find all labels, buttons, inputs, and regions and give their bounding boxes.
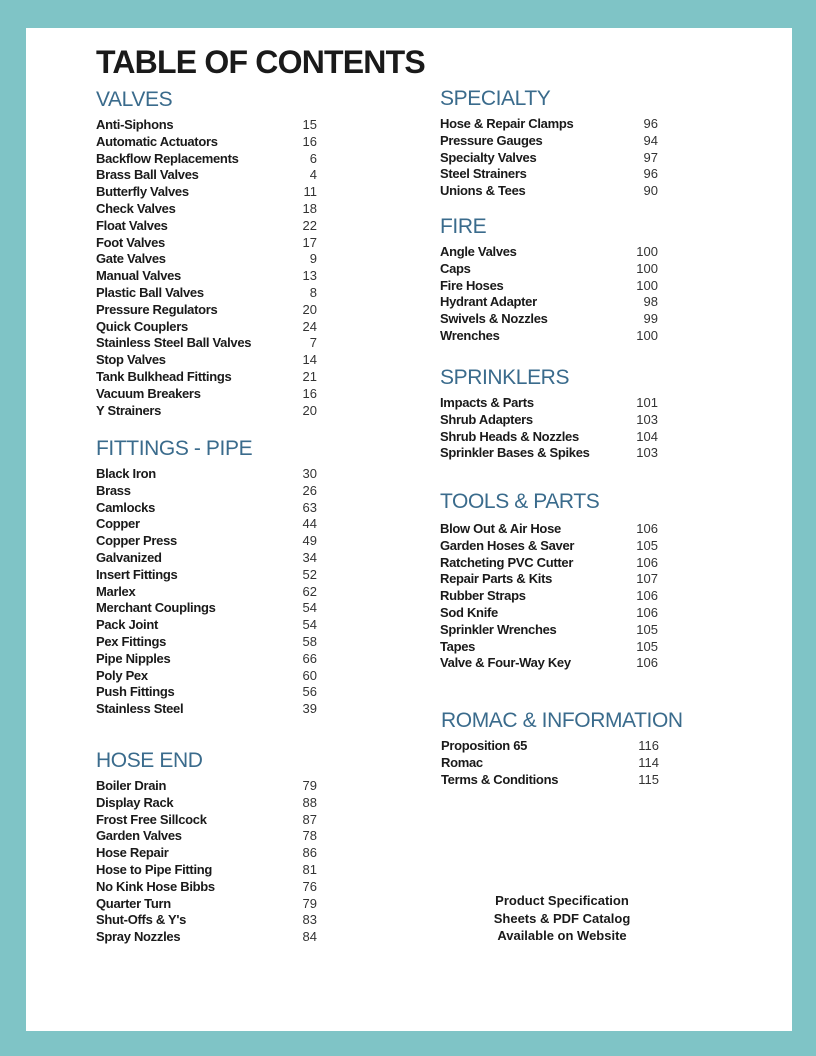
entry-page-number: 114: [638, 754, 659, 770]
entry-page-number: 13: [302, 268, 317, 284]
entry-name: Poly Pex: [96, 667, 148, 683]
toc-entry: [440, 133, 658, 150]
toc-entry: [96, 684, 317, 701]
toc-entry: [440, 571, 658, 588]
entry-page-number: 87: [302, 811, 317, 827]
entry-page-number: 101: [636, 395, 658, 410]
section-heading: VALVES: [96, 88, 173, 111]
entry-name: Angle Valves: [440, 244, 517, 259]
toc-entry: [96, 778, 317, 795]
toc-entry: [440, 328, 658, 345]
entry-page-number: 30: [302, 466, 317, 481]
toc-entry: [96, 386, 317, 403]
section-romac-information: [441, 707, 683, 788]
entry-page-number: 100: [636, 260, 658, 276]
toc-entry: [441, 738, 659, 755]
entry-name: No Kink Hose Bibbs: [96, 878, 215, 894]
toc-entry: [96, 550, 317, 567]
toc-entry: [96, 352, 317, 369]
entry-name: Steel Strainers: [440, 166, 527, 182]
section-heading: FIRE: [440, 215, 487, 238]
toc-entry: [440, 588, 658, 605]
toc-entry: [96, 134, 317, 151]
toc-entry: [96, 516, 317, 533]
note-line: Available on Website: [497, 928, 627, 943]
entry-name: Hose & Repair Clamps: [440, 116, 574, 131]
entry-page-number: 56: [302, 684, 317, 700]
entry-name: Fire Hoses: [440, 277, 504, 293]
toc-entry: [96, 500, 317, 517]
toc-entry: [440, 183, 658, 200]
entry-list: [440, 244, 658, 345]
entry-page-number: 44: [302, 516, 317, 532]
entry-page-number: 79: [302, 895, 317, 911]
toc-entry: [96, 617, 317, 634]
note-line: Product Specification: [495, 893, 629, 908]
entry-page-number: 20: [302, 301, 317, 317]
toc-entry: [96, 896, 317, 913]
entry-name: Frost Free Sillcock: [96, 811, 207, 827]
note-line: Sheets & PDF Catalog: [493, 910, 631, 926]
toc-entry: [96, 201, 317, 218]
entry-page-number: 103: [636, 411, 658, 427]
entry-list: [440, 395, 658, 462]
entry-list: [96, 117, 317, 419]
section-fittings-pipe: [96, 435, 317, 718]
entry-name: Hydrant Adapter: [440, 294, 537, 310]
entry-name: Tapes: [440, 638, 476, 654]
entry-name: Pack Joint: [96, 617, 159, 633]
entry-name: Stainless Steel: [96, 701, 184, 717]
entry-page-number: 16: [302, 133, 317, 149]
entry-page-number: 107: [636, 571, 658, 587]
section-heading: HOSE END: [96, 749, 203, 772]
toc-entry: [440, 116, 658, 133]
entry-page-number: 26: [302, 482, 317, 498]
entry-list: [96, 466, 317, 718]
entry-name: Quick Couplers: [96, 318, 188, 334]
toc-entry: [96, 235, 317, 252]
section-sprinklers: [440, 364, 658, 462]
entry-name: Push Fittings: [96, 684, 175, 700]
toc-entry: [96, 668, 317, 685]
toc-entry: [440, 538, 658, 555]
toc-entry: [440, 261, 658, 278]
toc-entry: [440, 311, 658, 328]
entry-name: Garden Valves: [96, 828, 182, 844]
entry-name: Impacts & Parts: [440, 395, 534, 410]
entry-page-number: 96: [643, 116, 658, 131]
entry-page-number: 21: [302, 368, 317, 384]
entry-name: Merchant Couplings: [96, 600, 216, 616]
toc-entry: [440, 244, 658, 261]
section-hose-end: [96, 747, 317, 946]
section-tools-parts: [440, 488, 658, 672]
toc-entry: [96, 828, 317, 845]
entry-name: Hose to Pipe Fitting: [96, 861, 213, 877]
entry-name: Blow Out & Air Hose: [440, 521, 561, 536]
entry-name: Black Iron: [96, 466, 156, 481]
entry-name: Tank Bulkhead Fittings: [96, 368, 232, 384]
entry-list: [96, 778, 317, 946]
entry-page-number: 20: [302, 402, 317, 418]
toc-entry: [440, 655, 658, 672]
toc-entry: [96, 302, 317, 319]
toc-entry: [96, 929, 317, 946]
entry-list: [440, 521, 658, 672]
toc-entry: [441, 772, 659, 789]
toc-entry: [440, 412, 658, 429]
toc-entry: [96, 167, 317, 184]
entry-page-number: 8: [309, 284, 317, 300]
entry-name: Wrenches: [440, 327, 500, 343]
section-heading: SPECIALTY: [440, 87, 551, 110]
entry-page-number: 14: [302, 352, 317, 368]
section-heading: TOOLS & PARTS: [440, 490, 600, 513]
entry-name: Stop Valves: [96, 352, 166, 368]
entry-page-number: 79: [302, 778, 317, 793]
entry-page-number: 7: [309, 335, 317, 351]
entry-name: Shrub Heads & Nozzles: [440, 428, 579, 444]
entry-name: Swivels & Nozzles: [440, 311, 548, 327]
toc-entry: [96, 567, 317, 584]
toc-entry: [96, 285, 317, 302]
entry-name: Pressure Gauges: [440, 132, 543, 148]
toc-entry: [96, 845, 317, 862]
entry-list: [441, 738, 659, 788]
toc-entry: [440, 605, 658, 622]
catalog-page: [26, 28, 792, 1031]
entry-name: Caps: [440, 260, 471, 276]
toc-entry: [441, 755, 659, 772]
entry-page-number: 84: [302, 929, 317, 945]
entry-page-number: 115: [638, 771, 659, 787]
entry-name: Sod Knife: [440, 604, 498, 620]
entry-page-number: 106: [636, 588, 658, 604]
entry-page-number: 54: [302, 600, 317, 616]
toc-entry: [96, 466, 317, 483]
entry-page-number: 60: [302, 667, 317, 683]
entry-name: Marlex: [96, 583, 136, 599]
entry-name: Garden Hoses & Saver: [440, 537, 575, 553]
section-specialty: [440, 85, 658, 200]
toc-entry: [440, 639, 658, 656]
entry-name: Y Strainers: [96, 402, 162, 418]
toc-entry: [440, 521, 658, 538]
entry-name: Shut-Offs & Y's: [96, 912, 187, 928]
entry-page-number: 39: [302, 701, 317, 717]
entry-name: Insert Fittings: [96, 566, 178, 582]
toc-entry: [96, 403, 317, 420]
section-heading: SPRINKLERS: [440, 366, 570, 389]
entry-page-number: 100: [636, 244, 658, 259]
entry-page-number: 54: [302, 617, 317, 633]
toc-entry: [440, 429, 658, 446]
entry-name: Plastic Ball Valves: [96, 284, 204, 300]
entry-page-number: 105: [636, 638, 658, 654]
entry-name: Float Valves: [96, 217, 168, 233]
entry-name: Rubber Straps: [440, 588, 526, 604]
toc-entry: [96, 862, 317, 879]
entry-name: Copper: [96, 516, 140, 532]
entry-page-number: 4: [309, 167, 317, 183]
entry-page-number: 97: [643, 149, 658, 165]
entry-name: Display Rack: [96, 794, 174, 810]
entry-page-number: 6: [309, 150, 317, 166]
entry-name: Pex Fittings: [96, 633, 167, 649]
entry-name: Pipe Nipples: [96, 650, 171, 666]
toc-entry: [96, 369, 317, 386]
toc-entry: [96, 584, 317, 601]
entry-page-number: 94: [643, 132, 658, 148]
entry-page-number: 98: [643, 294, 658, 310]
toc-entry: [440, 278, 658, 295]
entry-name: Brass Ball Valves: [96, 167, 199, 183]
entry-page-number: 116: [638, 738, 659, 753]
entry-name: Terms & Conditions: [441, 771, 559, 787]
entry-page-number: 81: [302, 861, 317, 877]
entry-page-number: 63: [302, 499, 317, 515]
entry-page-number: 96: [643, 166, 658, 182]
entry-page-number: 58: [302, 633, 317, 649]
entry-page-number: 9: [309, 251, 317, 267]
entry-list: [440, 116, 658, 200]
entry-page-number: 49: [302, 533, 317, 549]
toc-entry: [96, 795, 317, 812]
entry-name: Camlocks: [96, 499, 156, 515]
entry-name: Butterfly Valves: [96, 184, 189, 200]
entry-name: Unions & Tees: [440, 183, 526, 199]
toc-entry: [440, 445, 658, 462]
toc-entry: [440, 395, 658, 412]
toc-entry: [440, 622, 658, 639]
toc-entry: [96, 184, 317, 201]
page-title: TABLE OF CONTENTS: [96, 44, 425, 80]
entry-page-number: 105: [636, 621, 658, 637]
entry-page-number: 106: [636, 604, 658, 620]
entry-page-number: 104: [636, 428, 658, 444]
section-heading: ROMAC & INFORMATION: [441, 709, 683, 732]
entry-page-number: 106: [636, 521, 658, 536]
entry-name: Romac: [441, 754, 483, 770]
toc-entry: [96, 117, 317, 134]
toc-entry: [96, 319, 317, 336]
toc-entry: [96, 634, 317, 651]
entry-name: Sprinkler Bases & Spikes: [440, 445, 590, 461]
entry-page-number: 100: [636, 277, 658, 293]
section-heading: FITTINGS - PIPE: [96, 437, 253, 460]
entry-name: Copper Press: [96, 533, 177, 549]
entry-name: Specialty Valves: [440, 149, 537, 165]
entry-name: Check Valves: [96, 200, 176, 216]
toc-entry: [96, 151, 317, 168]
toc-entry: [96, 879, 317, 896]
entry-page-number: 106: [636, 554, 658, 570]
toc-entry: [96, 651, 317, 668]
entry-page-number: 16: [302, 385, 317, 401]
entry-page-number: 88: [302, 794, 317, 810]
entry-name: Quarter Turn: [96, 895, 171, 911]
entry-page-number: 62: [302, 583, 317, 599]
toc-entry: [96, 600, 317, 617]
toc-entry: [440, 166, 658, 183]
entry-name: Shrub Adapters: [440, 411, 533, 427]
toc-entry: [96, 483, 317, 500]
toc-entry: [96, 268, 317, 285]
entry-name: Repair Parts & Kits: [440, 571, 553, 587]
entry-name: Foot Valves: [96, 234, 165, 250]
entry-name: Gate Valves: [96, 251, 166, 267]
entry-name: Vacuum Breakers: [96, 385, 201, 401]
entry-name: Manual Valves: [96, 268, 181, 284]
toc-entry: [440, 294, 658, 311]
entry-name: Boiler Drain: [96, 778, 167, 793]
entry-name: Ratcheting PVC Cutter: [440, 554, 574, 570]
entry-page-number: 52: [302, 566, 317, 582]
entry-page-number: 90: [643, 183, 658, 199]
entry-page-number: 34: [302, 549, 317, 565]
entry-name: Pressure Regulators: [96, 301, 218, 317]
entry-page-number: 86: [302, 845, 317, 861]
section-fire: [440, 213, 658, 345]
toc-entry: [96, 812, 317, 829]
entry-page-number: 78: [302, 828, 317, 844]
entry-page-number: 11: [303, 184, 317, 200]
entry-page-number: 99: [643, 311, 658, 327]
entry-name: Stainless Steel Ball Valves: [96, 335, 252, 351]
toc-entry: [96, 701, 317, 718]
toc-entry: [96, 251, 317, 268]
entry-page-number: 22: [302, 217, 317, 233]
toc-entry: [96, 218, 317, 235]
entry-page-number: 106: [636, 655, 658, 671]
entry-page-number: 15: [302, 117, 317, 132]
entry-name: Galvanized: [96, 549, 162, 565]
toc-entry: [96, 335, 317, 352]
entry-page-number: 76: [302, 878, 317, 894]
website-availability-note: [466, 892, 658, 945]
entry-page-number: 105: [636, 537, 658, 553]
entry-name: Sprinkler Wrenches: [440, 621, 557, 637]
entry-page-number: 103: [636, 445, 658, 461]
toc-entry: [440, 150, 658, 167]
entry-page-number: 100: [636, 327, 658, 343]
entry-name: Brass: [96, 482, 131, 498]
section-valves: [96, 86, 317, 419]
entry-name: Valve & Four-Way Key: [440, 655, 571, 671]
toc-entry: [96, 533, 317, 550]
entry-page-number: 18: [302, 200, 317, 216]
entry-name: Proposition 65: [441, 738, 528, 753]
entry-page-number: 83: [302, 912, 317, 928]
toc-entry: [440, 555, 658, 572]
entry-name: Spray Nozzles: [96, 929, 181, 945]
entry-name: Automatic Actuators: [96, 133, 218, 149]
entry-name: Backflow Replacements: [96, 150, 239, 166]
entry-page-number: 24: [302, 318, 317, 334]
entry-name: Hose Repair: [96, 845, 169, 861]
toc-entry: [96, 912, 317, 929]
entry-page-number: 66: [302, 650, 317, 666]
entry-page-number: 17: [302, 234, 317, 250]
entry-name: Anti-Siphons: [96, 117, 174, 132]
